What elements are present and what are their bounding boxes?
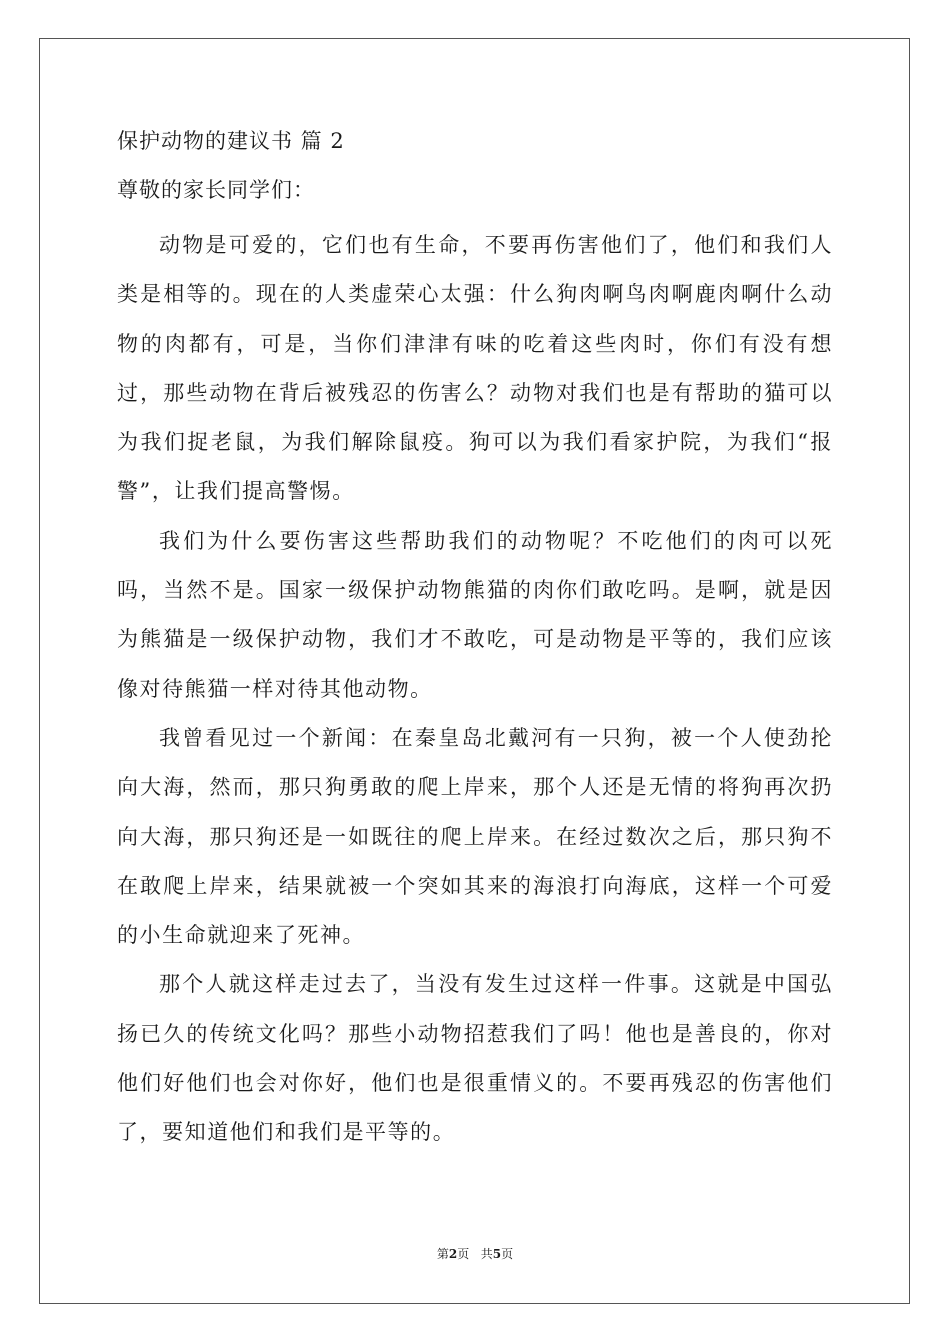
paragraph-1: 动物是可爱的，它们也有生命，不要再伤害他们了，他们和我们人类是相等的。现在的人类虚荣心太强：什么狗肉啊鸟肉啊鹿肉啊什么动物的肉都有，可是，当你们津津有味的吃着这些肉时，你们有没有想过，那些动物在背后被残忍的伤害么？动物对我们也是有帮助的猫可以为我们捉老鼠，为我们解除鼠疫。狗可以为我们看家护院，为我们“报警”，让我们提高警惕。 xyxy=(117,233,833,504)
total-prefix: 共 xyxy=(480,1247,493,1261)
paragraph-2: 我们为什么要伤害这些帮助我们的动物呢？不吃他们的肉可以死吗，当然不是。国家一级保护动物熊猫的肉你们敢吃吗。是啊，就是因为熊猫是一级保护动物，我们才不敢吃，可是动物是平等的，我们应该像对待熊猫一样对待其他动物。 xyxy=(117,528,833,701)
paragraph-3: 我曾看见过一个新闻：在秦皇岛北戴河有一只狗，被一个人使劲抡向大海，然而，那只狗勇敢的爬上岸来，那个人还是无情的将狗再次扔向大海，那只狗还是一如既往的爬上岸来。在经过数次之后，那只狗不在敢爬上岸来，结果就被一个突如其来的海浪打向海底，这样一个可爱的小生命就迎来了死神。 xyxy=(117,725,833,948)
page-suffix: 页 xyxy=(457,1247,470,1261)
paragraph-4: 那个人就这样走过去了，当没有发生过这样一件事。这就是中国弘扬已久的传统文化吗？那些小动物招惹我们了吗！他也是善良的，你对他们好他们也会对你好，他们也是很重情义的。不要再残忍的伤害他们了，要知道他们和我们是平等的。 xyxy=(117,972,833,1145)
document-heading: 保护动物的建议书 篇 2 xyxy=(117,129,345,153)
document-body xyxy=(117,128,833,1158)
salutation: 尊敬的家长同学们： xyxy=(117,178,315,202)
total-pages: 5 xyxy=(492,1247,502,1261)
total-suffix: 页 xyxy=(501,1247,514,1261)
page-footer xyxy=(0,1246,950,1262)
page-prefix: 第 xyxy=(436,1247,449,1261)
page-number: 2 xyxy=(448,1247,458,1261)
